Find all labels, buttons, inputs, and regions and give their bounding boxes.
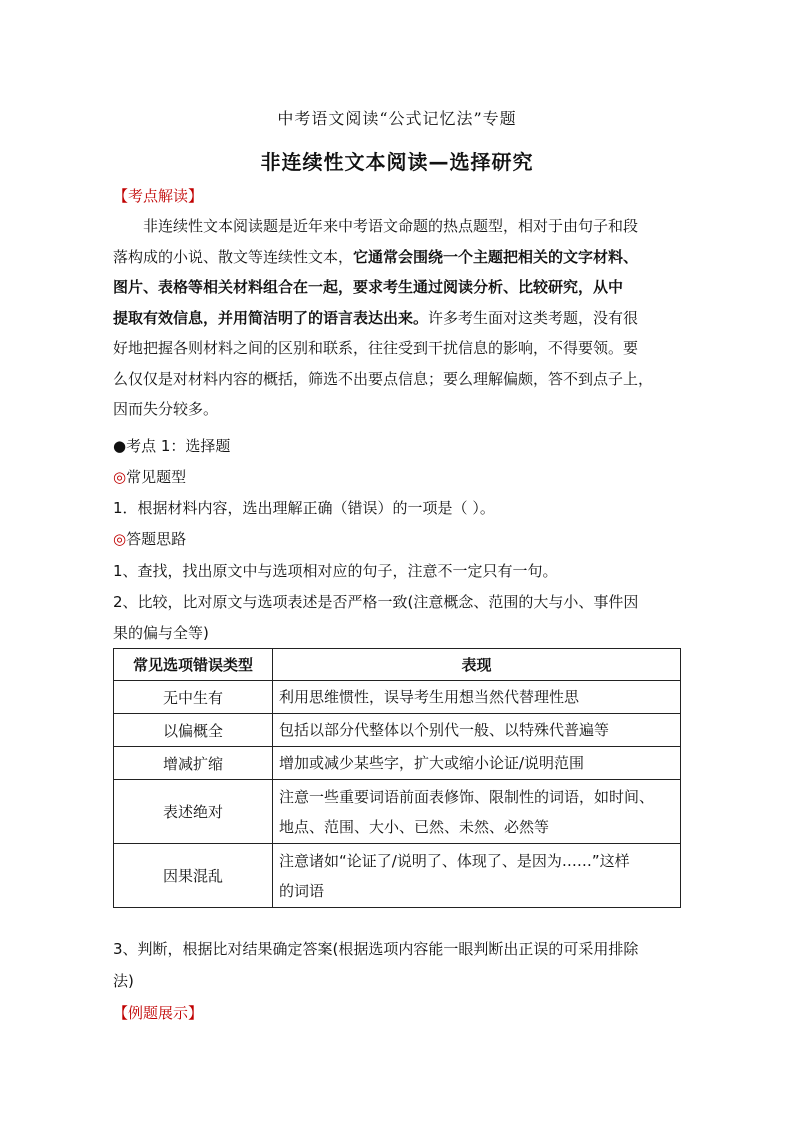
step-2-line-1: 2、比较，比对原文与选项表述是否严格一致(注意概念、范围的大与小、事件因 (113, 593, 639, 611)
error-type-cell: 增减扩缩 (114, 747, 273, 780)
point-heading: ●考点 1：选择题 (113, 437, 231, 455)
error-desc-cell: 包括以部分代整体以个别代一般、以特殊代普遍等 (273, 714, 681, 747)
error-desc-cell: 增加或减少某些字，扩大或缩小论证/说明范围 (273, 747, 681, 780)
intro-line: 么仅仅是对材料内容的概括，筛选不出要点信息；要么理解偏颇，答不到点子上， (113, 369, 654, 388)
table-row (114, 747, 681, 780)
bullet-icon: ◎ (113, 530, 127, 548)
step-3-line-1: 3、判断，根据比对结果确定答案(根据选项内容能一眼判断出正误的可采用排除 (113, 940, 639, 958)
error-types-table (113, 648, 681, 908)
intro-line: 好地把握各则材料之间的区别和联系，往往受到干扰信息的影响，不得要领。要 (113, 339, 639, 357)
bullet-icon: ◎ (113, 468, 127, 486)
section-heading-text: 例题展示 (128, 1004, 189, 1022)
error-type-cell: 以偏概全 (114, 714, 273, 747)
document-subtitle: 中考语文阅读“公式记忆法”专题 (277, 109, 517, 128)
common-type-heading: ◎常见题型 (113, 468, 187, 486)
step-2-line-2: 果的偏与全等) (113, 624, 209, 642)
error-desc-cell: 注意一些重要词语前面表修饰、限制性的词语，如时间、 地点、范围、大小、已然、未然、必然等 (273, 780, 681, 844)
table-header-type: 常见选项错误类型 (114, 649, 273, 681)
intro-line: 落构成的小说、散文等连续性文本，它通常会围绕一个主题把相关的文字材料、 (113, 247, 639, 266)
intro-paragraph (113, 211, 685, 425)
step-1: 1、查找，找出原文中与选项相对应的句子，注意不一定只有一句。 (113, 562, 558, 580)
error-type-cell: 无中生有 (114, 681, 273, 714)
intro-line: 因而失分较多。 (113, 400, 219, 418)
table-row (114, 844, 681, 908)
intro-line: 图片、表格等相关材料组合在一起，要求考生通过阅读分析、比较研究，从中 (113, 278, 624, 296)
error-type-cell: 表述绝对 (114, 780, 273, 844)
section-heading-examples: 【例题展示】 (113, 1004, 204, 1022)
table-header-desc: 表现 (273, 649, 681, 681)
table-row (114, 714, 681, 747)
approach-heading: ◎答题思路 (113, 530, 187, 548)
error-desc-cell: 利用思维惯性，误导考生用想当然代替理性思 (273, 681, 681, 714)
step-3-line-2: 法) (113, 972, 134, 990)
error-desc-cell: 注意诸如“论证了/说明了、体现了、是因为……”这样 的词语 (273, 844, 681, 908)
table-row (114, 681, 681, 714)
table-header-row (114, 649, 681, 681)
intro-line: 提取有效信息，并用简洁明了的语言表达出来。许多考生面对这类考题，没有很 (113, 308, 639, 327)
section-heading-text: 考点解读 (128, 187, 189, 205)
section-heading-analysis: 【考点解读】 (113, 187, 204, 205)
question-text: 1．根据材料内容，选出理解正确（错误）的一项是（ ）。 (113, 499, 495, 517)
intro-line: 非连续性文本阅读题是近年来中考语文命题的热点题型，相对于由句子和段 (143, 217, 639, 235)
table-row (114, 780, 681, 844)
error-type-cell: 因果混乱 (114, 844, 273, 908)
document-title: 非连续性文本阅读—选择研究 (260, 150, 534, 174)
